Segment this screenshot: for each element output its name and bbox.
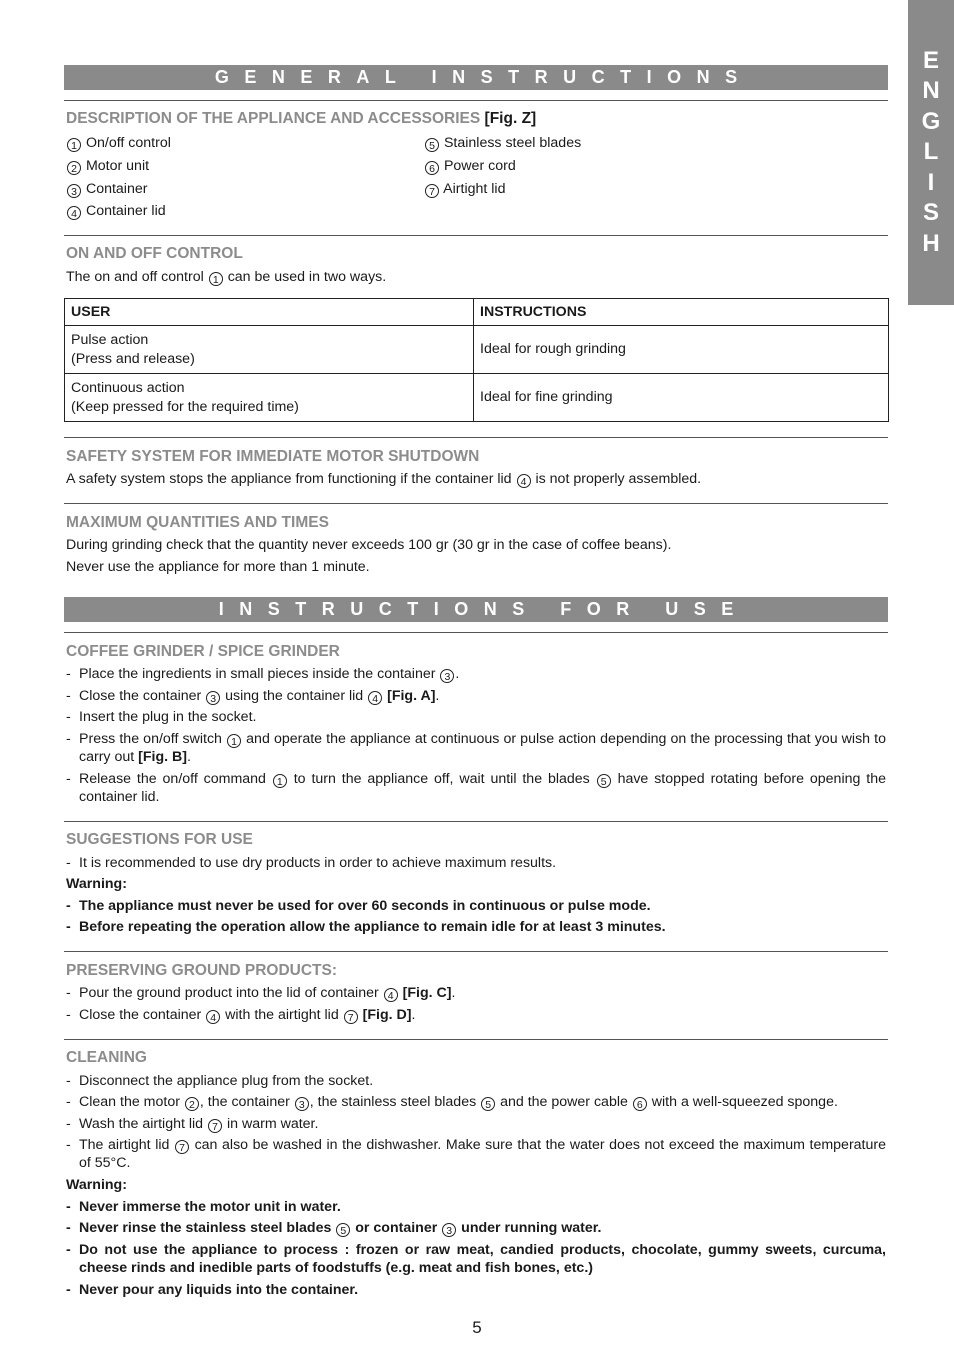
fig-ref: [Fig. B]: [138, 749, 188, 765]
number-circle: 5: [425, 138, 439, 152]
coffee-grinder-heading: COFFEE GRINDER / SPICE GRINDER: [66, 643, 340, 660]
number-circle: 1: [67, 138, 81, 152]
list-item: - Close the container 3 using the container lid 4 [Fig. A].: [66, 688, 440, 705]
number-circle: 7: [344, 1010, 358, 1024]
preserving-heading: PRESERVING GROUND PRODUCTS:: [66, 962, 337, 979]
number-circle: 4: [206, 1010, 220, 1024]
table-header-row: [65, 299, 889, 326]
warning-item: - Never pour any liquids into the container.: [66, 1282, 359, 1298]
number-circle: 1: [227, 734, 241, 748]
list-item: - Place the ingredients in small pieces inside the container 3 .: [66, 666, 460, 683]
number-circle: 4: [384, 988, 398, 1002]
maximum-line: Never use the appliance for more than 1 minute.: [66, 559, 370, 575]
table-cell: Ideal for rough grinding: [474, 326, 889, 374]
divider: [64, 100, 888, 101]
number-circle: 1: [273, 774, 287, 788]
fig-ref: [Fig. A]: [387, 688, 436, 704]
table-cell: Continuous action (Keep pressed for the required time): [65, 374, 474, 422]
list-item: 4 Container lid: [66, 202, 166, 220]
list-item: 1 On/off control: [66, 134, 171, 152]
number-circle: 3: [206, 691, 220, 705]
on-off-table: [64, 298, 889, 422]
table-row: [65, 374, 889, 422]
number-circle: 7: [175, 1140, 189, 1154]
number-circle: 6: [633, 1097, 647, 1111]
list-item: 2 Motor unit: [66, 157, 149, 175]
number-circle: 4: [67, 206, 81, 220]
number-circle: 1: [209, 272, 223, 286]
language-tab-letter: N: [922, 77, 940, 105]
table-header: USER: [65, 299, 474, 326]
list-item: - Release the on/off command 1 to turn the appliance off, wait until the blades 5 have stopped rotating before opening the container lid.: [66, 771, 886, 805]
table-cell: Pulse action (Press and release): [65, 326, 474, 374]
number-circle: 6: [425, 161, 439, 175]
number-circle: 4: [517, 474, 531, 488]
list-item: 7 Airtight lid: [424, 180, 505, 198]
maximum-line: During grinding check that the quantity never exceeds 100 gr (30 gr in the case of coffee beans).: [66, 537, 672, 553]
table-header: INSTRUCTIONS: [474, 299, 889, 326]
instructions-for-use-banner: INSTRUCTIONS FOR USE: [64, 597, 888, 622]
fig-ref: [Fig. D]: [362, 1007, 412, 1023]
on-off-heading: ON AND OFF CONTROL: [66, 245, 243, 262]
page-number: 5: [472, 1318, 482, 1337]
warning-item: - The appliance must never be used for over 60 seconds in continuous or pulse mode.: [66, 898, 651, 914]
table-cell: Ideal for fine grinding: [474, 374, 889, 422]
number-circle: 2: [67, 161, 81, 175]
list-item: - Clean the motor 2 , the container 3 , the stainless steel blades 5 and the power cable 6 with a well-squeezed sponge.: [66, 1094, 838, 1111]
maximum-heading: MAXIMUM QUANTITIES AND TIMES: [66, 514, 329, 531]
fig-ref: [Fig. C]: [402, 985, 452, 1001]
warning-item: - Never rinse the stainless steel blades 5 or container 3 under running water.: [66, 1220, 602, 1237]
warning-item: - Never immerse the motor unit in water.: [66, 1199, 341, 1215]
number-circle: 7: [208, 1119, 222, 1133]
list-item: 3 Container: [66, 180, 147, 198]
list-item: - Insert the plug in the socket.: [66, 709, 257, 725]
list-item: - It is recommended to use dry products in order to achieve maximum results.: [66, 855, 557, 871]
divider: [64, 1039, 888, 1040]
general-instructions-banner: GENERAL INSTRUCTIONS: [64, 65, 888, 90]
divider: [64, 951, 888, 952]
language-tab-letter: G: [921, 107, 941, 135]
divider: [64, 437, 888, 438]
safety-text: A safety system stops the appliance from functioning if the container lid 4 is not properly assembled.: [66, 471, 702, 488]
list-item: - Wash the airtight lid 7 in warm water.: [66, 1116, 319, 1133]
table-row: [65, 326, 889, 374]
number-circle: 3: [442, 1223, 456, 1237]
on-off-intro: The on and off control 1 can be used in two ways.: [66, 269, 387, 286]
number-circle: 3: [295, 1097, 309, 1111]
list-item: 6 Power cord: [424, 157, 516, 175]
language-tab-letter: L: [923, 138, 939, 166]
number-circle: 7: [425, 184, 439, 198]
language-tab-letter: H: [922, 229, 940, 257]
divider: [64, 235, 888, 236]
number-circle: 5: [597, 774, 611, 788]
language-tab-letter: S: [922, 199, 939, 227]
list-item: - Pour the ground product into the lid of container 4 [Fig. C].: [66, 985, 456, 1002]
safety-heading: SAFETY SYSTEM FOR IMMEDIATE MOTOR SHUTDOWN: [66, 448, 480, 465]
list-item: - Close the container 4 with the airtight lid 7 [Fig. D].: [66, 1007, 416, 1024]
list-item: 5 Stainless steel blades: [424, 134, 581, 152]
number-circle: 5: [336, 1223, 350, 1237]
warning-label: Warning:: [66, 876, 127, 892]
cleaning-heading: CLEANING: [66, 1049, 147, 1066]
list-item: - Press the on/off switch 1 and operate the appliance at continuous or pulse action depending on the processing that you wish to carry out [Fig. B].: [66, 731, 886, 765]
warning-item: - Before repeating the operation allow the appliance to remain idle for at least 3 minutes.: [66, 919, 666, 935]
fig-ref: [Fig. Z]: [484, 110, 537, 127]
description-heading: DESCRIPTION OF THE APPLIANCE AND ACCESSORIES [Fig. Z]: [66, 110, 537, 127]
divider: [64, 632, 888, 633]
number-circle: 5: [481, 1097, 495, 1111]
language-tab: [908, 0, 954, 305]
number-circle: 2: [185, 1097, 199, 1111]
number-circle: 4: [368, 691, 382, 705]
list-item: - The airtight lid 7 can also be washed in the dishwasher. Make sure that the water does not exceed the maximum temperature of 55°C.: [66, 1137, 887, 1171]
divider: [64, 821, 888, 822]
language-tab-letter: E: [922, 46, 939, 74]
warning-label: Warning:: [66, 1177, 127, 1193]
number-circle: 3: [440, 669, 454, 683]
warning-item: - Do not use the appliance to process : frozen or raw meat, candied products, chocolate, gummy sweets, curcuma, cheese rinds and inedible parts of foodstuffs (e.g. meat and fish bones, etc.): [66, 1242, 886, 1276]
divider: [64, 503, 888, 504]
suggestions-heading: SUGGESTIONS FOR USE: [66, 831, 253, 848]
language-tab-letter: I: [927, 168, 935, 196]
number-circle: 3: [67, 184, 81, 198]
list-item: - Disconnect the appliance plug from the socket.: [66, 1073, 374, 1089]
